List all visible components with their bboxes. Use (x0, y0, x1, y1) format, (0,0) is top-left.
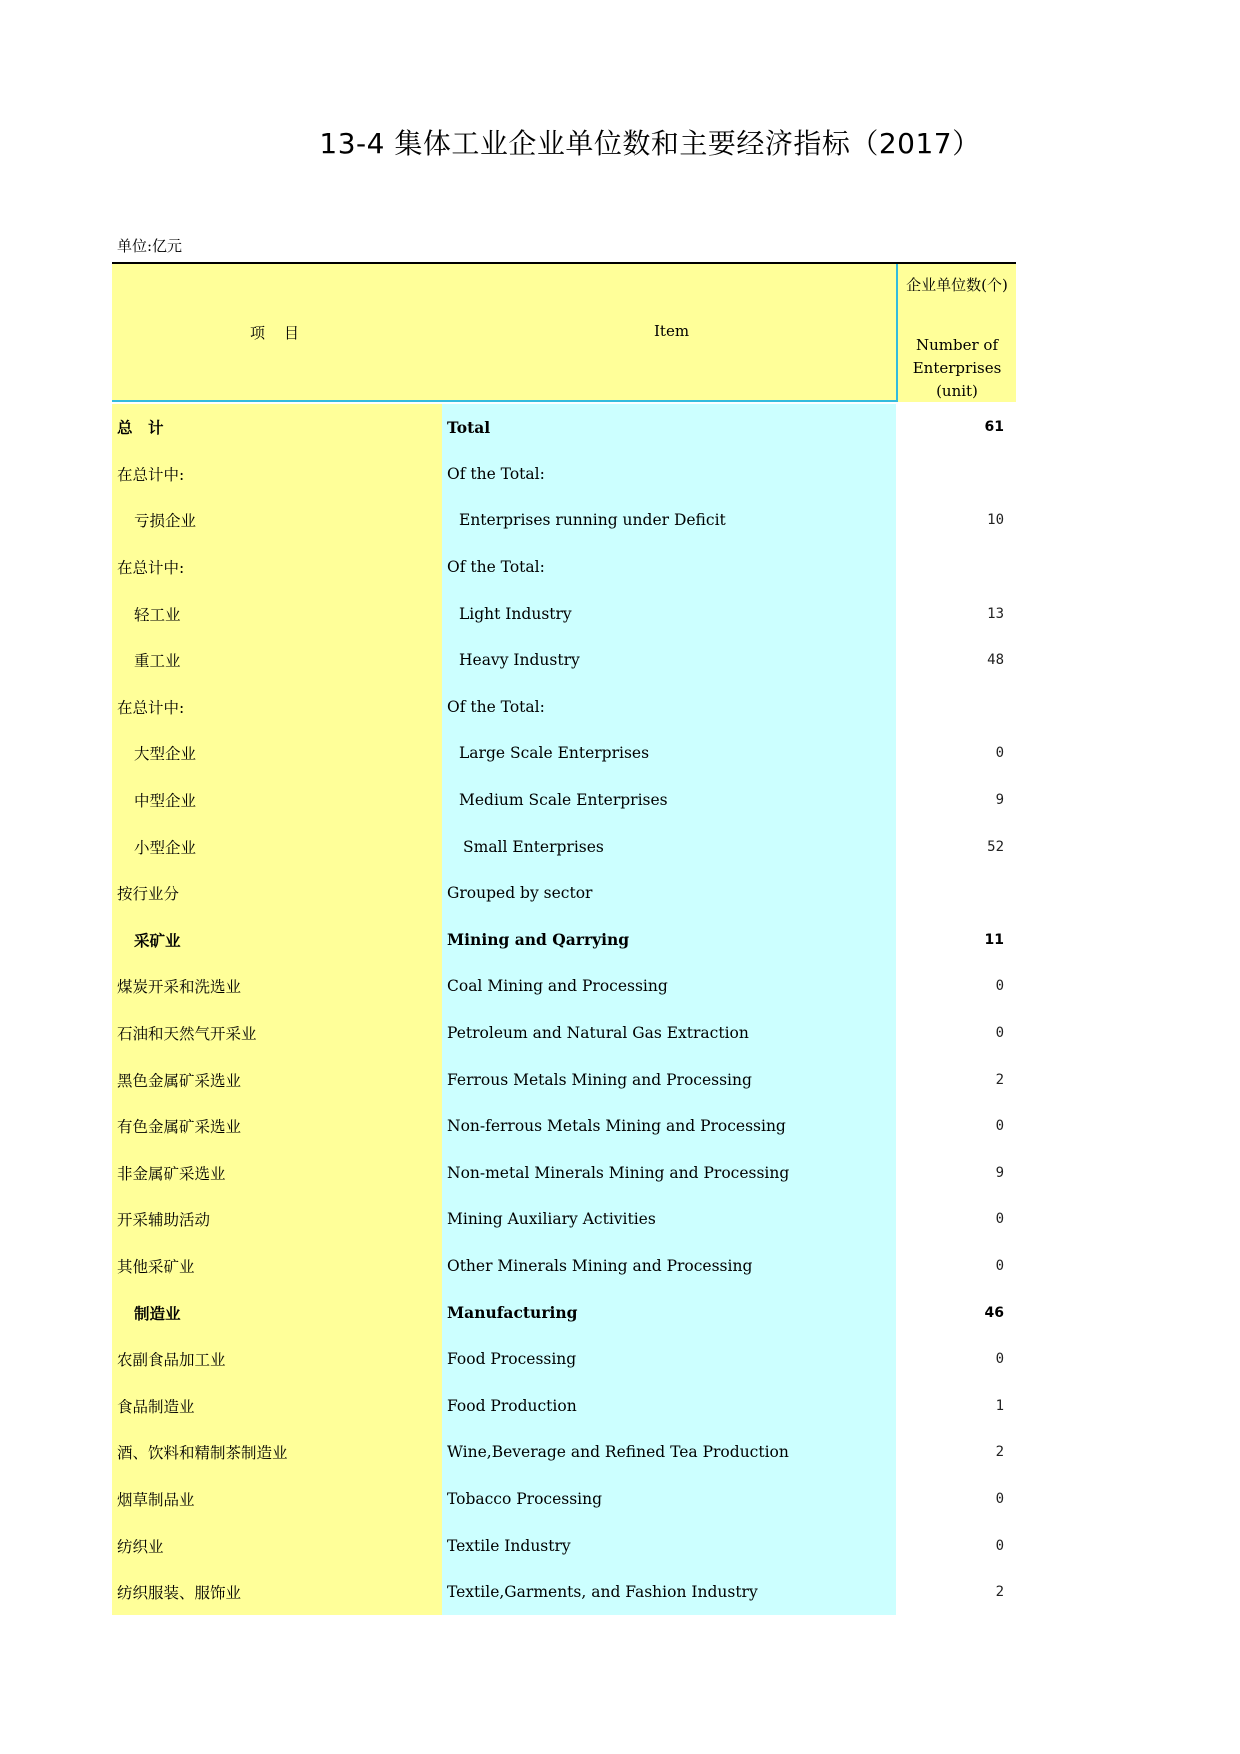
row-value: 1 (995, 1397, 1004, 1414)
page-title: 13-4 集体工业企业单位数和主要经济指标（2017） (319, 127, 981, 160)
row-label-cn: 在总计中: (112, 451, 442, 498)
table-row (112, 1103, 1016, 1150)
row-label-cn: 其他采矿业 (112, 1243, 442, 1290)
row-label-cn: 大型企业 (112, 730, 442, 777)
row-value: 0 (995, 1211, 1004, 1228)
row-label-cn: 制造业 (112, 1289, 442, 1336)
header-count-cell (898, 264, 1016, 402)
row-value: 0 (995, 1537, 1004, 1554)
row-value: 10 (987, 512, 1004, 529)
table-row (112, 404, 1016, 451)
table-row (112, 590, 1016, 637)
row-label-en: Petroleum and Natural Gas Extraction (442, 1010, 896, 1057)
row-label-cn: 烟草制品业 (112, 1476, 442, 1523)
row-label-cn: 在总计中: (112, 544, 442, 591)
table-row (112, 1196, 1016, 1243)
table-row (112, 1289, 1016, 1336)
row-label-en: Mining Auxiliary Activities (442, 1196, 896, 1243)
table-row (112, 1382, 1016, 1429)
header-count-en-line: (unit) (936, 382, 978, 400)
row-value: 2 (995, 1071, 1004, 1088)
row-value: 0 (995, 1490, 1004, 1507)
table-row (112, 1056, 1016, 1103)
row-value: 13 (987, 605, 1004, 622)
table-row (112, 544, 1016, 591)
table-row (112, 1150, 1016, 1197)
header-count-cn: 企业单位数(个) (906, 276, 1008, 294)
row-label-en: Food Production (442, 1382, 896, 1429)
row-label-en: Non-metal Minerals Mining and Processing (442, 1150, 896, 1197)
table-row (112, 637, 1016, 684)
row-label-en: Enterprises running under Deficit (442, 497, 896, 544)
row-value: 9 (995, 792, 1004, 809)
row-value: 52 (987, 838, 1004, 855)
row-label-cn: 有色金属矿采选业 (112, 1103, 442, 1150)
table-header (112, 262, 1016, 404)
row-label-cn: 按行业分 (112, 870, 442, 917)
table-row (112, 1243, 1016, 1290)
row-value: 0 (995, 1257, 1004, 1274)
row-label-en: Food Processing (442, 1336, 896, 1383)
row-label-en: Coal Mining and Processing (442, 963, 896, 1010)
row-value (898, 684, 1016, 731)
row-label-cn: 农副食品加工业 (112, 1336, 442, 1383)
table-row (112, 870, 1016, 917)
row-value: 11 (984, 931, 1004, 948)
row-value: 61 (984, 419, 1004, 436)
row-label-en: Medium Scale Enterprises (442, 777, 896, 824)
table-row (112, 1010, 1016, 1057)
row-label-cn: 在总计中: (112, 684, 442, 731)
table-row (112, 1336, 1016, 1383)
table-row (112, 497, 1016, 544)
row-label-en: Grouped by sector (442, 870, 896, 917)
row-label-cn: 轻工业 (112, 590, 442, 637)
row-label-en: Of the Total: (442, 684, 896, 731)
table-row (112, 1569, 1016, 1616)
row-label-en: Large Scale Enterprises (442, 730, 896, 777)
header-count-en (898, 334, 1016, 403)
header-item-cn: 项 目 (250, 324, 302, 342)
row-value: 2 (995, 1584, 1004, 1601)
row-value (898, 451, 1016, 498)
table-row (112, 1429, 1016, 1476)
row-value: 2 (995, 1444, 1004, 1461)
row-label-cn: 小型企业 (112, 823, 442, 870)
row-label-cn: 亏损企业 (112, 497, 442, 544)
header-item-en: Item (654, 322, 690, 340)
row-label-en: Non-ferrous Metals Mining and Processing (442, 1103, 896, 1150)
header-item-cell (112, 264, 898, 402)
row-label-en: Textile Industry (442, 1522, 896, 1569)
row-label-en: Tobacco Processing (442, 1476, 896, 1523)
row-value: 46 (984, 1304, 1004, 1321)
row-value: 9 (995, 1164, 1004, 1181)
row-label-en: Textile,Garments, and Fashion Industry (442, 1569, 896, 1616)
row-label-en: Other Minerals Mining and Processing (442, 1243, 896, 1290)
row-label-en: Of the Total: (442, 451, 896, 498)
row-value: 0 (995, 1118, 1004, 1135)
row-label-en: Manufacturing (442, 1289, 896, 1336)
row-value: 0 (995, 745, 1004, 762)
row-label-en: Heavy Industry (442, 637, 896, 684)
row-label-cn: 纺织服装、服饰业 (112, 1569, 442, 1616)
table-row (112, 963, 1016, 1010)
row-value (898, 870, 1016, 917)
row-label-cn: 采矿业 (112, 917, 442, 964)
table-row (112, 823, 1016, 870)
row-label-en: Small Enterprises (442, 823, 896, 870)
row-label-cn: 黑色金属矿采选业 (112, 1056, 442, 1103)
row-label-en: Light Industry (442, 590, 896, 637)
row-label-en: Wine,Beverage and Refined Tea Production (442, 1429, 896, 1476)
unit-label: 单位:亿元 (117, 237, 183, 255)
header-count-en-line: Number of (915, 336, 998, 354)
row-label-cn: 中型企业 (112, 777, 442, 824)
row-value: 0 (995, 1025, 1004, 1042)
row-label-cn: 石油和天然气开采业 (112, 1010, 442, 1057)
row-label-cn: 重工业 (112, 637, 442, 684)
row-label-cn: 非金属矿采选业 (112, 1150, 442, 1197)
table-row (112, 730, 1016, 777)
row-value: 0 (995, 978, 1004, 995)
table-row (112, 1476, 1016, 1523)
row-label-en: Of the Total: (442, 544, 896, 591)
row-label-cn: 煤炭开采和洗选业 (112, 963, 442, 1010)
row-label-cn: 酒、饮料和精制茶制造业 (112, 1429, 442, 1476)
table-row (112, 684, 1016, 731)
row-label-en: Ferrous Metals Mining and Processing (442, 1056, 896, 1103)
row-label-cn: 纺织业 (112, 1522, 442, 1569)
row-label-cn: 总 计 (112, 404, 442, 451)
table-row (112, 917, 1016, 964)
table-row (112, 777, 1016, 824)
row-value: 48 (987, 652, 1004, 669)
statistics-table (112, 262, 1016, 1615)
row-value: 0 (995, 1351, 1004, 1368)
table-row (112, 1522, 1016, 1569)
row-label-cn: 食品制造业 (112, 1382, 442, 1429)
header-count-en-line: Enterprises (912, 359, 1002, 377)
table-row (112, 451, 1016, 498)
row-value (898, 544, 1016, 591)
row-label-en: Total (442, 404, 896, 451)
row-label-en: Mining and Qarrying (442, 917, 896, 964)
row-label-cn: 开采辅助活动 (112, 1196, 442, 1243)
